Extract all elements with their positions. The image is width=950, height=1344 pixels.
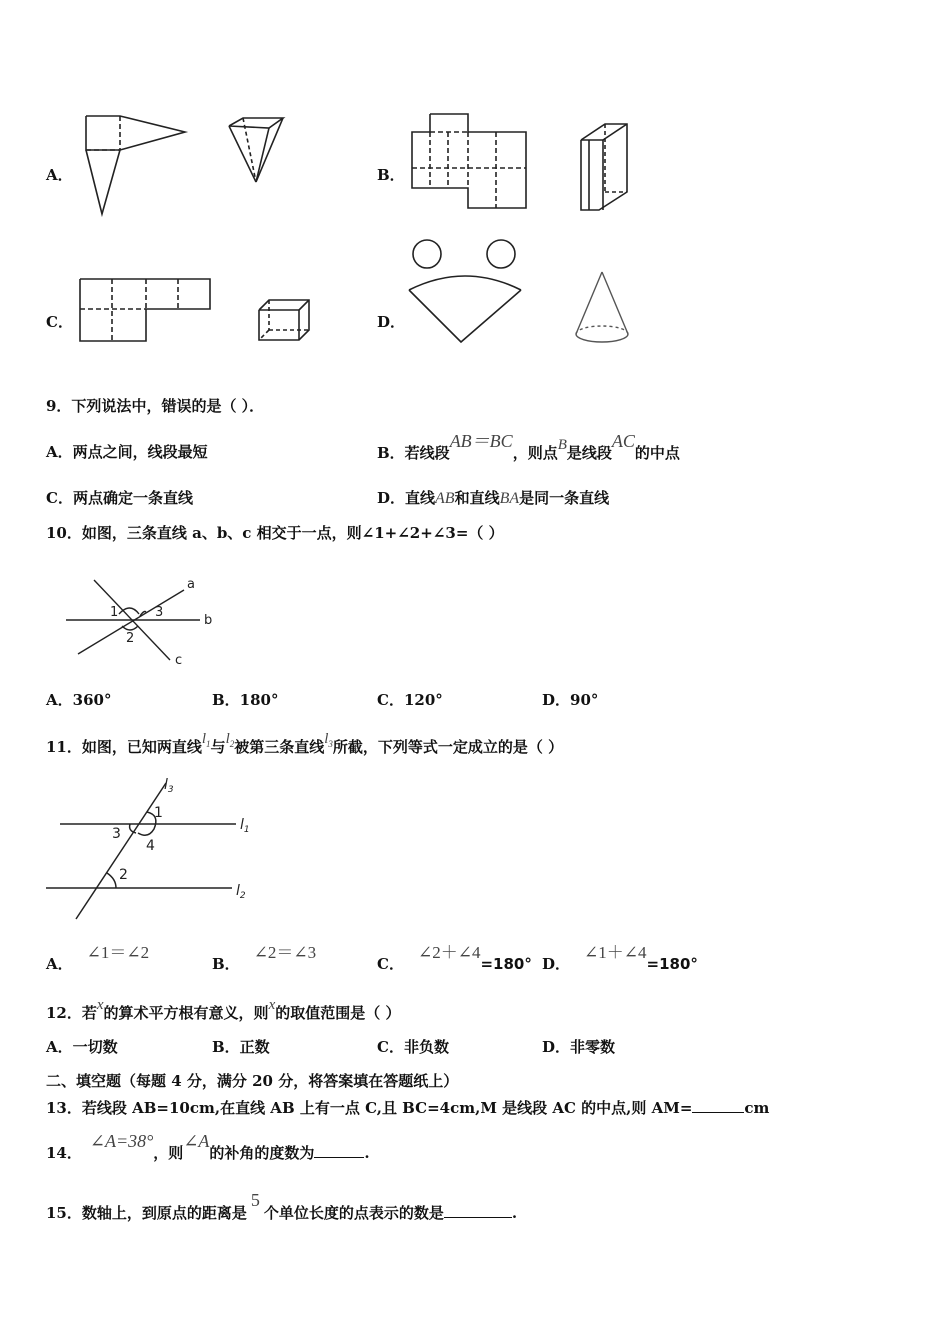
q15: [46, 1190, 518, 1222]
q11-option-a-expr: ∠1＝∠2: [86, 943, 150, 962]
q10-label-b: b: [204, 613, 213, 628]
q8-option-c-label: C．: [46, 313, 73, 331]
q9-b-math-b: B: [557, 437, 567, 453]
q10-option-b: B．180°: [212, 691, 279, 709]
q9-option-b: [377, 431, 680, 463]
q11-label-l2: $l_2$: [236, 883, 246, 901]
q10-label-angle-1: 1: [110, 605, 119, 620]
q11-stem: [46, 731, 564, 762]
q9-d-math-ba: BA: [499, 490, 520, 507]
q8-option-d-label: D．: [377, 313, 406, 331]
q11-option-d-expr: ∠1＋∠4: [584, 943, 647, 962]
q11-stem-mid2: 被第三条直线: [234, 738, 325, 756]
q13: [46, 1098, 769, 1117]
q9-b-post: 的中点: [634, 444, 680, 462]
q11-arc-2: [107, 873, 116, 888]
q14-math-a: ∠A: [183, 1131, 210, 1151]
q11-stem-l1: $l_1$: [201, 731, 211, 749]
q12-option-b: B．正数: [212, 1038, 270, 1056]
q9-option-d: [377, 489, 609, 508]
q15-end: .: [511, 1204, 518, 1222]
q14-post: 的补角的度数为: [209, 1144, 315, 1162]
q13-text: 13．若线段 AB=10cm,在直线 AB 上有一点 C,且 BC=4cm,M 是线段 AC 的中点,则 AM=: [46, 1099, 693, 1117]
q15-post: 个单位长度的点表示的数是: [263, 1204, 444, 1222]
q9-d-pre: D．直线: [377, 489, 436, 507]
q8-b-net-figure: [408, 110, 533, 215]
q8-a-pyramid-figure: [225, 112, 290, 187]
q15-math-five: 5: [250, 1190, 260, 1210]
q12-stem-post: 的取值范围是（ ）: [275, 1004, 401, 1022]
q12-option-c: C．非负数: [377, 1038, 449, 1056]
q8-c-net-figure: [76, 275, 216, 347]
q10-label-a: a: [187, 577, 195, 592]
q12-option-a: A．一切数: [46, 1038, 118, 1056]
q11-option-d-letter: D．: [542, 955, 571, 973]
q9-d-math-ab: AB: [435, 490, 455, 507]
q14-end: .: [364, 1144, 370, 1162]
q10-stem: 10．如图，三条直线 a、b、c 相交于一点，则∠1+∠2+∠3=（ ）: [46, 524, 504, 542]
q8-c-cube-figure: [255, 296, 315, 346]
q11-option-d-suffix: =180°: [646, 955, 698, 973]
section-2-heading: 二、填空题（每题 4 分，满分 20 分，将答案填在答题纸上）: [46, 1072, 459, 1090]
q8-option-a-label: A．: [46, 166, 73, 184]
q14-answer-blank[interactable]: [314, 1143, 364, 1158]
q10-three-lines-figure: [60, 572, 225, 672]
q9-b-mid2: 是线段: [566, 444, 612, 462]
q8-a-net-figure: [80, 110, 195, 220]
q9-option-c: C．两点确定一条直线: [46, 489, 193, 507]
q8-b-prism-figure: [575, 118, 635, 218]
q10-option-a: A．360°: [46, 691, 112, 709]
q11-option-c: [377, 943, 532, 973]
q11-option-c-letter: C．: [377, 955, 404, 973]
q12-stem-pre: 12．若: [46, 1004, 97, 1022]
q9-b-math-ac: AC: [611, 431, 635, 451]
q11-stem-l2: $l_2$: [225, 731, 235, 749]
q15-pre: 15．数轴上，到原点的距离是: [46, 1204, 247, 1222]
q8-d-cone-figure: [572, 268, 632, 348]
q11-label-angle-4: 4: [146, 838, 155, 854]
q11-option-c-suffix: =180°: [480, 955, 532, 973]
q11-parallel-lines-figure: [40, 775, 265, 925]
q11-stem-post: 所截，下列等式一定成立的是（ ）: [332, 738, 564, 756]
q12-stem: [46, 997, 401, 1023]
q14-num: 14．: [46, 1144, 82, 1162]
q11-option-c-expr: ∠2＋∠4: [417, 943, 481, 962]
q14: [46, 1131, 370, 1162]
q12-stem-mid: 的算术平方根有意义，则: [103, 1004, 269, 1022]
q11-label-l3: $l_3$: [164, 777, 174, 795]
q11-label-angle-3: 3: [112, 826, 121, 842]
q10-label-angle-2: 2: [126, 631, 135, 646]
q10-option-c: C．120°: [377, 691, 443, 709]
q11-option-d: [542, 943, 698, 973]
q14-math-angle: ∠A=38°: [89, 1131, 154, 1151]
q13-unit: cm: [744, 1099, 770, 1117]
q10-option-d: D．90°: [542, 691, 599, 709]
q14-mid: ，则: [153, 1144, 184, 1162]
q11-label-l1: $l_1$: [240, 817, 250, 835]
q10-label-c: c: [175, 653, 183, 668]
q9-d-post: 是同一条直线: [519, 489, 610, 507]
q10-label-angle-3: 3: [155, 605, 164, 620]
q12-stem-x2: x: [268, 997, 276, 1013]
q11-option-a: [46, 943, 150, 973]
q15-answer-blank[interactable]: [444, 1203, 512, 1218]
q12-option-d: D．非零数: [542, 1038, 616, 1056]
q9-b-math-ab-bc: AB＝BC: [449, 431, 513, 451]
q8-d-net-figure: [403, 236, 528, 346]
q9-b-pre: B．若线段: [377, 444, 450, 462]
q11-stem-l3: $l_3$: [324, 731, 333, 749]
q11-label-angle-1: 1: [154, 805, 163, 821]
q13-answer-blank[interactable]: [692, 1098, 744, 1113]
q11-option-b-letter: B．: [212, 955, 240, 973]
q11-option-b: [212, 943, 317, 973]
q9-b-mid: ，则点: [512, 444, 558, 462]
q11-option-b-expr: ∠2＝∠3: [253, 943, 317, 962]
q11-stem-pre: 11．如图，已知两直线: [46, 738, 202, 756]
q9-d-mid: 和直线: [454, 489, 500, 507]
q8-option-b-label: B．: [377, 166, 405, 184]
q12-stem-x1: x: [96, 997, 104, 1013]
q11-option-a-letter: A．: [46, 955, 73, 973]
q11-stem-mid1: 与: [210, 738, 226, 756]
q9-stem: 9．下列说法中，错误的是（ ）．: [46, 397, 265, 415]
q9-option-a: A．两点之间，线段最短: [46, 443, 208, 461]
q11-label-angle-2: 2: [119, 867, 128, 883]
